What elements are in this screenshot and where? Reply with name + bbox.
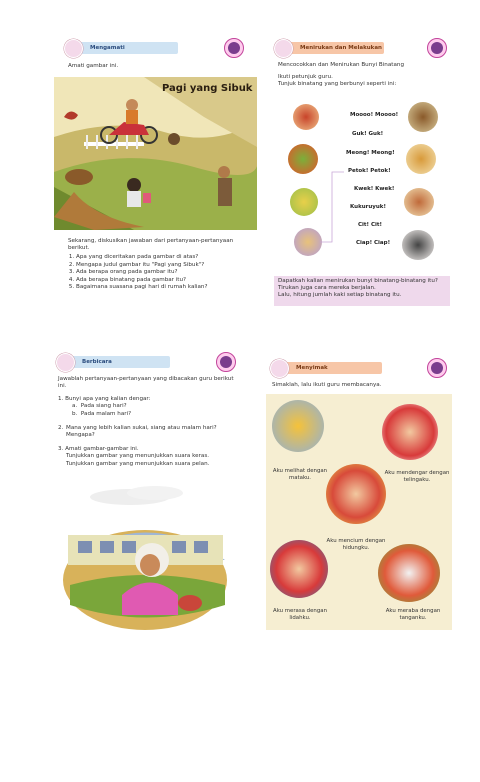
bird-picture [288, 144, 318, 174]
q3: 3. Amati gambar-gambar ini. Tunjukkan gambar yang menunjukkan suara keras. Tunjukkan gambar yang menunjukkan suara pelan. [58, 446, 238, 468]
duck-picture [404, 188, 434, 216]
caption-sight: Aku melihat dengan mataku. [272, 468, 328, 481]
section-header-label: Menyimak [296, 365, 328, 371]
five-senses-panel [266, 394, 452, 630]
play-icon [274, 39, 293, 58]
caption-taste: Aku merasa dengan lidahku. [273, 608, 327, 621]
dog-picture [406, 144, 436, 174]
section-header-menirukan [278, 42, 384, 54]
note-line: Tirukan juga cara mereka berjalan. [278, 285, 376, 291]
train-scene-image [60, 485, 230, 630]
section-header-label: Mengamati [90, 45, 125, 51]
section-header-berbicara [60, 356, 170, 368]
train-grandma-illustration [60, 485, 230, 630]
intro-line-1: Ikuti petunjuk guru. [278, 74, 333, 80]
caption-touch: Aku meraba dengan tanganku. [385, 608, 441, 621]
discussion-prompt: Sekarang, diskusikan jawaban dari pertanyaan-pertanyaan berikut. [68, 238, 234, 252]
q1b-text: Pada malam hari? [80, 410, 132, 417]
q2-text: Mana yang lebih kalian sukai, siang atau malam hari? Mengapa? [66, 425, 217, 439]
sound-label: Kukuruyuk! [350, 204, 386, 210]
animal-matching-panel [278, 92, 450, 272]
sense-sight-picture [272, 400, 324, 452]
list-item: 4. Ada berapa binatang pada gambar itu? [76, 277, 266, 285]
note-line: Lalu, hitung jumlah kaki setiap binatang itu. [278, 292, 402, 298]
image-title: Pagi yang Sibuk [162, 83, 253, 94]
sound-label: Moooo! Moooo! [350, 112, 399, 118]
village-scene-image [54, 77, 257, 230]
list-item: 5. Bagaimana suasana pagi hari di rumah kalian? [76, 284, 266, 292]
sound-label: Petok! Petok! [348, 168, 391, 174]
listening-instruction: Simaklah, lalu ikuti guru membacanya. [272, 382, 382, 388]
question-list [64, 254, 266, 292]
monkey-picture [408, 102, 438, 132]
ear-icon [270, 359, 289, 378]
q3-text: Amati gambar-gambar ini. [65, 446, 139, 452]
caption-hearing: Aku mendengar dengan telingaku. [384, 470, 450, 483]
chapter-badge-icon [224, 38, 244, 58]
list-item: 3. Ada berapa orang pada gambar itu? [76, 269, 266, 277]
intro-line-2: Tunjuk binatang yang berbunyi seperti ini: [278, 81, 397, 87]
sound-label: Guk! Guk! [352, 131, 384, 137]
speaking-prompt: Jawablah pertanyaan-pertanyaan yang dibacakan guru berikut ini. [58, 376, 234, 390]
sense-smell-picture [326, 464, 386, 524]
eye-icon [64, 39, 83, 58]
cow-picture [402, 230, 434, 260]
sense-touch-picture [378, 544, 440, 602]
speech-icon [56, 353, 75, 372]
sound-label: Ciap! Ciap! [356, 240, 391, 246]
sound-label: Cit! Cit! [358, 222, 383, 228]
q3a-text: Tunjukkan gambar yang menunjukkan suara keras. [66, 453, 210, 460]
sound-label: Kwek! Kwek! [354, 186, 395, 192]
q2: 2. Mana yang lebih kalian sukai, siang atau malam hari? Mengapa? [58, 425, 233, 440]
section-header-label: Berbicara [82, 359, 112, 365]
note-box [274, 276, 450, 306]
caption-smell: Aku mencium dengan hidungku. [326, 538, 386, 551]
q1a-text: Pada siang hari? [80, 403, 127, 410]
note-line: Dapatkah kalian menirukan bunyi binatang-binatang itu? [278, 278, 438, 284]
q1: 1. Bunyi apa yang kalian dengar: a. Pada siang hari? b. Pada malam hari? [58, 396, 151, 417]
section-header-mengamati [68, 42, 178, 54]
section-header-menyimak [274, 362, 382, 374]
chapter-badge-icon [216, 352, 236, 372]
sense-hearing-picture [382, 404, 438, 460]
instruction: Amati gambar ini. [68, 63, 119, 69]
list-item: 1. Apa yang diceritakan pada gambar di atas? [76, 254, 266, 262]
chapter-badge-icon [427, 38, 447, 58]
sound-label: Meong! Meong! [346, 150, 395, 156]
chicks-picture [290, 188, 318, 216]
rooster-picture [293, 104, 319, 130]
list-item: 2. Mengapa judul gambar itu "Pagi yang Sibuk"? [76, 262, 266, 270]
chapter-badge-icon [427, 358, 447, 378]
section-header-label: Menirukan dan Melakukan [300, 45, 382, 51]
q1-text: Bunyi apa yang kalian dengar: [65, 396, 151, 402]
busy-morning-illustration [54, 77, 257, 230]
activity-title: Mencocokkan dan Menirukan Bunyi Binatang [278, 62, 404, 68]
q3b-text: Tunjukkan gambar yang menunjukkan suara pelan. [66, 460, 210, 467]
